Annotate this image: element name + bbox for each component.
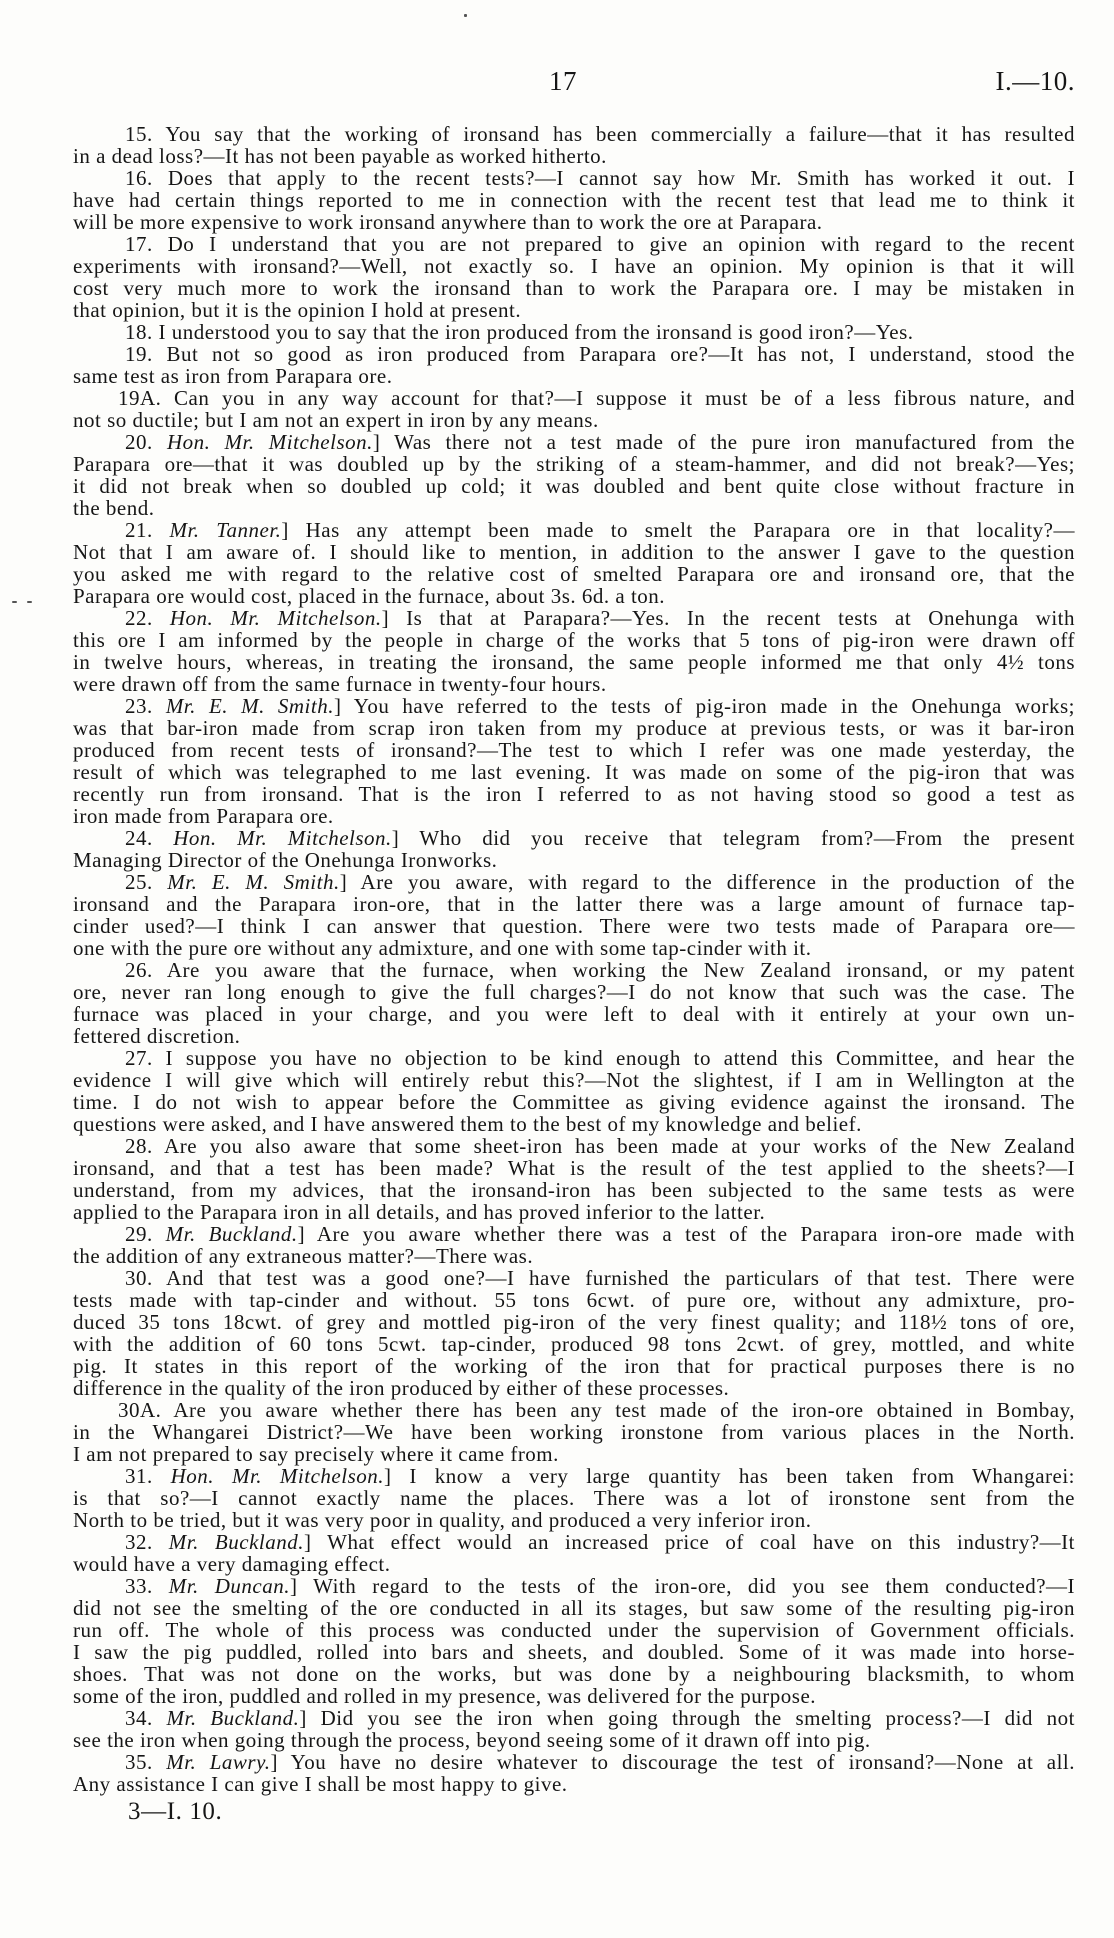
question-33 <box>73 1575 1075 1707</box>
question-24 <box>73 827 1075 871</box>
question-number: 31. <box>125 1464 153 1488</box>
line-text: Parapara ore—that it was doubled up by the striking of a steam-hammer, and did not break?—Yes; <box>73 452 1075 476</box>
line-text: difference in the quality of the iron produced by either of these processes. <box>73 1376 730 1400</box>
text-line <box>73 475 1075 497</box>
speaker-name: Mr. Buckland. <box>166 1706 300 1730</box>
text-line <box>73 409 1075 431</box>
text-line <box>73 1531 1075 1553</box>
text-line <box>73 211 1075 233</box>
question-number: 20. <box>125 430 153 454</box>
text-line <box>73 1619 1075 1641</box>
question-16 <box>73 167 1075 233</box>
text-line <box>73 1157 1075 1179</box>
text-line <box>73 563 1075 585</box>
text-line <box>73 1179 1075 1201</box>
margin-mark <box>27 601 32 603</box>
text-line <box>73 1047 1075 1069</box>
line-text: pig. It states in this report of the working of the iron that for practical purposes there is no <box>73 1354 1075 1378</box>
line-text: ] Has any attempt been made to smelt the Parapara ore in that locality?— <box>281 518 1075 542</box>
line-text: I saw the pig puddled, rolled into bars and sheets, and doubled. Some of it was made into horse- <box>73 1640 1075 1664</box>
line-text: one with the pure ore without any admixture, and one with some tap-cinder with it. <box>73 936 812 960</box>
question-19 <box>73 343 1075 387</box>
text-line <box>73 343 1075 365</box>
line-text: Not that I am aware of. I should like to mention, in addition to the answer I gave to the question <box>73 540 1075 564</box>
line-text: cost very much more to work the ironsand than to work the Parapara ore. I may be mistaken in <box>73 276 1075 300</box>
line-text: was that bar-iron made from scrap iron taken from my produce at previous tests, or was it bar-iron <box>73 716 1075 740</box>
question-number: 22. <box>125 606 153 630</box>
line-text: Parapara ore would cost, placed in the furnace, about 3s. 6d. a ton. <box>73 584 666 608</box>
speaker-name: Hon. Mr. Mitchelson. <box>166 430 373 454</box>
text-line <box>73 915 1075 937</box>
text-line <box>73 717 1075 739</box>
text-line <box>73 981 1075 1003</box>
line-text: ] You have no desire whatever to discourage the test of ironsand?—None at all. <box>270 1750 1075 1774</box>
question-number: 29. <box>125 1222 153 1246</box>
line-text: evidence I will give which will entirely rebut this?—Not the slightest, if I am in Wellington at the <box>73 1068 1075 1092</box>
text-line <box>73 1289 1075 1311</box>
text-line <box>73 123 1075 145</box>
text-line <box>73 233 1075 255</box>
question-number: 15. <box>125 122 153 146</box>
line-text: You say that the working of ironsand has been commercially a failure—that it has resulted <box>165 122 1075 146</box>
line-text: were drawn off from the same furnace in twenty-four hours. <box>73 672 607 696</box>
line-text: experiments with ironsand?—Well, not exactly so. I have an opinion. My opinion is that it will <box>73 254 1075 278</box>
question-31 <box>73 1465 1075 1531</box>
line-text: run off. The whole of this process was conducted under the supervision of Government officials. <box>73 1618 1075 1642</box>
line-text: ironsand and the Parapara iron-ore, that in the latter there was a large amount of furnace tap- <box>73 892 1075 916</box>
text-line <box>73 1729 1075 1751</box>
text-line <box>73 1773 1075 1795</box>
line-text: I understood you to say that the iron produced from the ironsand is good iron?—Yes. <box>158 320 914 344</box>
question-23 <box>73 695 1075 827</box>
line-text: ] You have referred to the tests of pig-iron made in the Onehunga works; <box>333 694 1076 718</box>
line-text: Do I understand that you are not prepared to give an opinion with regard to the recent <box>167 232 1075 256</box>
text-line <box>73 959 1075 981</box>
question-27 <box>73 1047 1075 1135</box>
text-line <box>73 805 1075 827</box>
question-35 <box>73 1751 1075 1795</box>
text-line <box>73 1245 1075 1267</box>
line-text: result of which was telegraphed to me last evening. It was made on some of the pig-iron that was <box>73 760 1075 784</box>
text-line <box>73 1685 1075 1707</box>
line-text: understand, from my advices, that the ironsand-iron has been subjected to the same tests as were <box>73 1178 1075 1202</box>
text-line <box>73 1707 1075 1729</box>
speaker-name: Hon. Mr. Mitchelson. <box>169 606 382 630</box>
question-17 <box>73 233 1075 321</box>
question-29 <box>73 1223 1075 1267</box>
text-line <box>73 1355 1075 1377</box>
line-text: in the Whangarei District?—We have been working ironstone from various places in the North. <box>73 1420 1075 1444</box>
text-line <box>73 1091 1075 1113</box>
text-line <box>73 1267 1075 1289</box>
question-19a <box>73 387 1075 431</box>
question-30a <box>73 1399 1075 1465</box>
line-text: applied to the Parapara iron in all details, and has proved inferior to the latter. <box>73 1200 766 1224</box>
question-30 <box>73 1267 1075 1399</box>
line-text: ] Did you see the iron when going through the smelting process?—I did not <box>299 1706 1075 1730</box>
speaker-name: Mr. Tanner. <box>169 518 282 542</box>
text-line <box>73 167 1075 189</box>
text-line <box>73 1575 1075 1597</box>
question-number: 32. <box>125 1530 153 1554</box>
line-text: North to be tried, but it was very poor in quality, and produced a very inferior iron. <box>73 1508 812 1532</box>
line-text: I am not prepared to say precisely where it came from. <box>73 1442 559 1466</box>
text-line <box>73 1421 1075 1443</box>
line-text: ] I know a very large quantity has been taken from Whangarei: <box>384 1464 1075 1488</box>
line-text: time. I do not wish to appear before the Committee as giving evidence against the ironsand. The <box>73 1090 1075 1114</box>
line-text: But not so good as iron produced from Parapara ore?—It has not, I understand, stood the <box>166 342 1075 366</box>
line-text: same test as iron from Parapara ore. <box>73 364 393 388</box>
line-text: Are you aware whether there has been any test made of the iron-ore obtained in Bombay, <box>173 1398 1075 1422</box>
question-28 <box>73 1135 1075 1223</box>
line-text: Can you in any way account for that?—I suppose it must be of a less fibrous nature, and <box>174 386 1075 410</box>
line-text: ironsand, and that a test has been made? What is the result of the test applied to the sheets?—I <box>73 1156 1075 1180</box>
line-text: with the addition of 60 tons 5cwt. tap-cinder, produced 98 tons 2cwt. of grey, mottled, and white <box>73 1332 1075 1356</box>
text-line <box>73 761 1075 783</box>
speaker-name: Mr. Duncan. <box>168 1574 291 1598</box>
speaker-name: Hon. Mr. Mitchelson. <box>173 826 392 850</box>
line-text: ] Are you aware, with regard to the difference in the production of the <box>339 870 1075 894</box>
question-20 <box>73 431 1075 519</box>
text-line <box>73 431 1075 453</box>
question-number: 19A. <box>118 386 162 410</box>
line-text: questions were asked, and I have answered them to the best of my knowledge and belief. <box>73 1112 862 1136</box>
line-text: see the iron when going through the process, beyond seeing some of it drawn off into pig. <box>73 1728 871 1752</box>
text-line <box>73 1113 1075 1135</box>
question-number: 19. <box>125 342 153 366</box>
text-line <box>73 1025 1075 1047</box>
question-21 <box>73 519 1075 607</box>
question-number: 17. <box>125 232 153 256</box>
line-text: not so ductile; but I am not an expert in iron by any means. <box>73 408 599 432</box>
text-line <box>73 497 1075 519</box>
line-text: Does that apply to the recent tests?—I cannot say how Mr. Smith has worked it out. I <box>167 166 1076 190</box>
text-line <box>73 585 1075 607</box>
question-number: 24. <box>125 826 153 850</box>
line-text: tests made with tap-cinder and without. 55 tons 6cwt. of pure ore, without any admixture, pro- <box>73 1288 1075 1312</box>
line-text: in a dead loss?—It has not been payable as worked hitherto. <box>73 144 607 168</box>
text-line <box>73 1377 1075 1399</box>
text-line <box>73 1465 1075 1487</box>
text-line <box>73 629 1075 651</box>
text-line <box>73 541 1075 563</box>
text-line <box>73 1663 1075 1685</box>
paper-reference: I.—10. <box>995 66 1075 96</box>
question-32 <box>73 1531 1075 1575</box>
question-18 <box>73 321 1075 343</box>
line-text: shoes. That was not done on the works, but was done by a neighbouring blacksmith, to whom <box>73 1662 1075 1686</box>
question-22 <box>73 607 1075 695</box>
text-line <box>73 1509 1075 1531</box>
text-line <box>73 1333 1075 1355</box>
text-line <box>73 1487 1075 1509</box>
scan-speck <box>464 14 467 17</box>
line-text: duced 35 tons 18cwt. of grey and mottled pig-iron of the very finest quality; and 118½ tons of ore, <box>73 1310 1075 1334</box>
question-number: 28. <box>125 1134 153 1158</box>
margin-mark <box>12 601 17 603</box>
question-number: 30. <box>125 1266 153 1290</box>
line-text: is that so?—I cannot exactly name the places. There was a lot of ironstone sent from the <box>73 1486 1075 1510</box>
line-text: Any assistance I can give I shall be most happy to give. <box>73 1772 568 1796</box>
text-line <box>73 1223 1075 1245</box>
question-number: 30A. <box>118 1398 162 1422</box>
text-line <box>73 1003 1075 1025</box>
text-line <box>73 321 1075 343</box>
text-line <box>73 255 1075 277</box>
text-line <box>73 937 1075 959</box>
line-text: ] Are you aware whether there was a test of the Parapara iron-ore made with <box>297 1222 1075 1246</box>
text-line <box>73 871 1075 893</box>
question-26 <box>73 959 1075 1047</box>
line-text: recently run from ironsand. That is the iron I referred to as not having stood so good a test as <box>73 782 1075 806</box>
text-line <box>73 145 1075 167</box>
line-text: And that test was a good one?—I have furnished the particulars of that test. There were <box>166 1266 1075 1290</box>
line-text: furnace was placed in your charge, and you were left to deal with it entirely at your own un- <box>73 1002 1075 1026</box>
text-line <box>73 1553 1075 1575</box>
line-text: some of the iron, puddled and rolled in my presence, was delivered for the purpose. <box>73 1684 817 1708</box>
question-number: 23. <box>125 694 153 718</box>
line-text: the addition of any extraneous matter?—There was. <box>73 1244 534 1268</box>
line-text: ] Is that at Parapara?—Yes. In the recent tests at Onehunga with <box>381 606 1076 630</box>
text-line <box>73 827 1075 849</box>
line-text: ] What effect would an increased price of coal have on this industry?—It <box>303 1530 1075 1554</box>
line-text: would have a very damaging effect. <box>73 1552 391 1576</box>
line-text: will be more expensive to work ironsand anywhere than to work the ore at Parapara. <box>73 210 823 234</box>
line-text: ] With regard to the tests of the iron-ore, did you see them conducted?—I <box>290 1574 1076 1598</box>
text-line <box>73 651 1075 673</box>
text-line <box>73 189 1075 211</box>
line-text: ] Was there not a test made of the pure iron manufactured from the <box>372 430 1075 454</box>
line-text: Are you aware that the furnace, when working the New Zealand ironsand, or my patent <box>166 958 1075 982</box>
question-number: 34. <box>125 1706 153 1730</box>
text-line <box>73 387 1075 409</box>
text-line <box>73 519 1075 541</box>
line-text: I suppose you have no objection to be kind enough to attend this Committee, and hear the <box>165 1046 1076 1070</box>
text-line <box>73 1443 1075 1465</box>
text-line <box>73 783 1075 805</box>
line-text: the bend. <box>73 496 155 520</box>
question-15 <box>73 123 1075 167</box>
speaker-name: Mr. E. M. Smith. <box>165 694 334 718</box>
question-number: 21. <box>125 518 153 542</box>
line-text: this ore I am informed by the people in charge of the works that 5 tons of pig-iron were drawn off <box>73 628 1075 652</box>
line-text: it did not break when so doubled up cold; it was doubled and bent quite close without fracture in <box>73 474 1075 498</box>
line-text: cinder used?—I think I can answer that question. There were two tests made of Parapara ore— <box>73 914 1075 938</box>
line-text: fettered discretion. <box>73 1024 241 1048</box>
question-34 <box>73 1707 1075 1751</box>
question-25 <box>73 871 1075 959</box>
text-line <box>73 1597 1075 1619</box>
text-line <box>73 453 1075 475</box>
text-line <box>73 1311 1075 1333</box>
text-line <box>73 277 1075 299</box>
text-line <box>73 893 1075 915</box>
line-text: ] Who did you receive that telegram from?—From the present <box>391 826 1075 850</box>
text-line <box>73 1641 1075 1663</box>
text-line <box>73 849 1075 871</box>
question-number: 25. <box>125 870 153 894</box>
question-number: 18. <box>125 320 153 344</box>
text-line <box>73 1399 1075 1421</box>
evidence-text <box>73 123 1075 1795</box>
text-line <box>73 607 1075 629</box>
speaker-name: Mr. E. M. Smith. <box>167 870 340 894</box>
text-line <box>73 695 1075 717</box>
text-line <box>73 1201 1075 1223</box>
line-text: iron made from Parapara ore. <box>73 804 334 828</box>
line-text: produced from recent tests of ironsand?—The test to which I refer was one made yesterday, the <box>73 738 1075 762</box>
line-text: have had certain things reported to me in connection with the recent test that lead me to think it <box>73 188 1075 212</box>
line-text: Managing Director of the Onehunga Ironworks. <box>73 848 498 872</box>
question-number: 16. <box>125 166 153 190</box>
text-line <box>73 1069 1075 1091</box>
question-number: 26. <box>125 958 153 982</box>
speaker-name: Mr. Buckland. <box>168 1530 304 1554</box>
text-line <box>73 365 1075 387</box>
text-line <box>73 1751 1075 1773</box>
line-text: in twelve hours, whereas, in treating the ironsand, the same people informed me that only 4½ tons <box>73 650 1075 674</box>
speaker-name: Hon. Mr. Mitchelson. <box>170 1464 384 1488</box>
question-number: 35. <box>125 1750 153 1774</box>
text-line <box>73 1135 1075 1157</box>
line-text: did not see the smelting of the ore conducted in all its stages, but saw some of the resulting pig-iron <box>73 1596 1075 1620</box>
question-number: 33. <box>125 1574 153 1598</box>
page-number: 17 <box>549 66 577 96</box>
speaker-name: Mr. Lawry. <box>166 1750 271 1774</box>
text-line <box>73 299 1075 321</box>
signature-mark: 3—I. 10. <box>128 1798 223 1825</box>
line-text: that opinion, but it is the opinion I hold at present. <box>73 298 522 322</box>
question-number: 27. <box>125 1046 153 1070</box>
text-line <box>73 673 1075 695</box>
text-line <box>73 739 1075 761</box>
line-text: ore, never ran long enough to give the full charges?—I do not know that such was the case. The <box>73 980 1075 1004</box>
line-text: you asked me with regard to the relative cost of smelted Parapara ore and ironsand ore, that the <box>73 562 1075 586</box>
line-text: Are you also aware that some sheet-iron has been made at your works of the New Zealand <box>164 1134 1076 1158</box>
speaker-name: Mr. Buckland. <box>165 1222 298 1246</box>
